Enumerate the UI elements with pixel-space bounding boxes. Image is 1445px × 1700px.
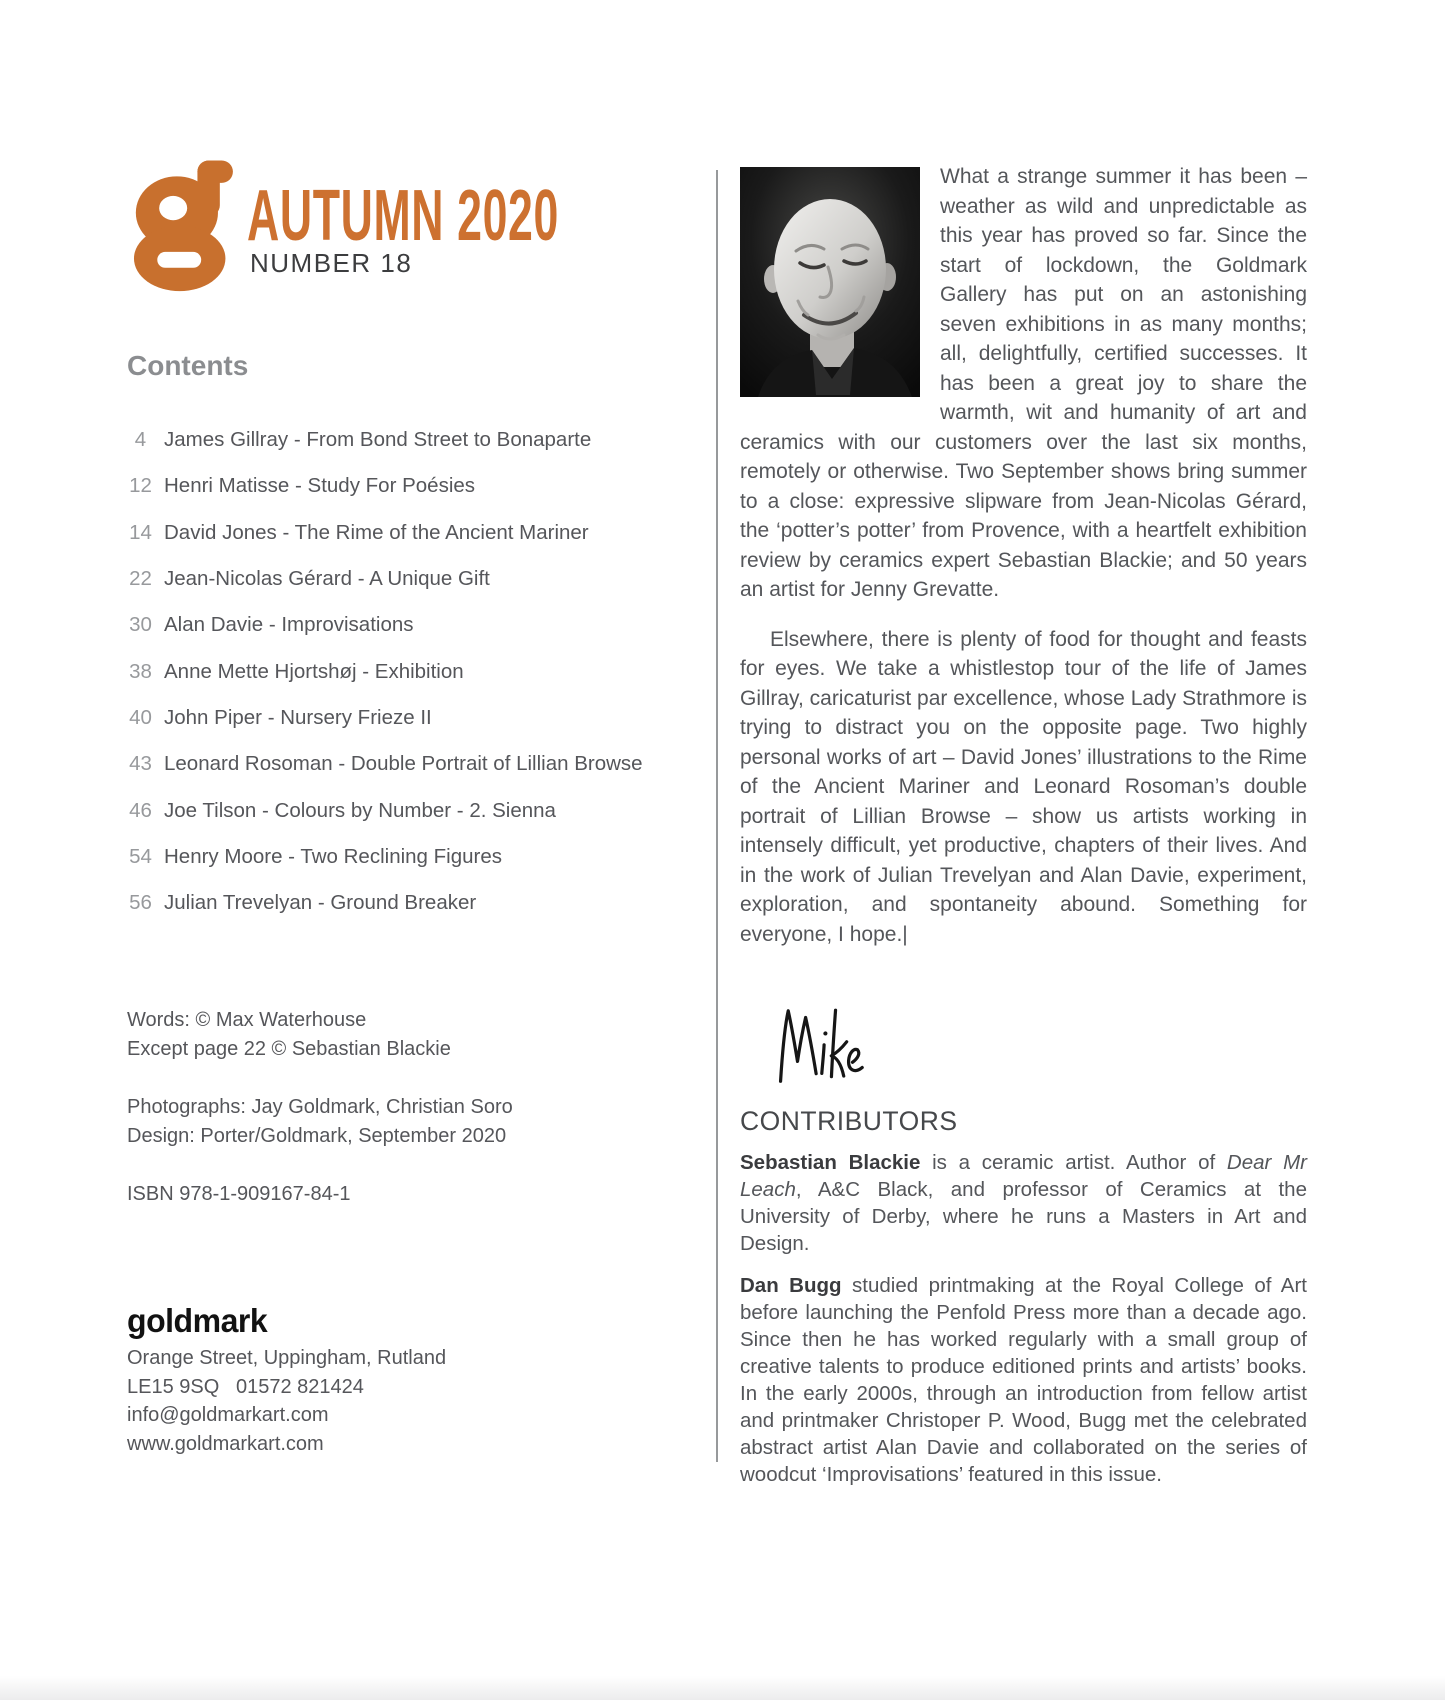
toc-page-number: 40 [129, 705, 152, 729]
toc-item-title: Julian Trevelyan - Ground Breaker [164, 891, 477, 915]
issue-title: AUTUMN 2020 [247, 176, 559, 256]
toc-item [127, 463, 727, 509]
imprint-block [127, 1303, 687, 1458]
toc-item-title: Joe Tilson - Colours by Number - 2. Sienna [164, 798, 556, 822]
gallery-address [127, 1344, 687, 1458]
toc-item-title: David Jones - The Rime of the Ancient Mariner [164, 520, 589, 544]
toc-item [127, 417, 727, 463]
column-divider [716, 170, 718, 1462]
toc-page-number: 30 [129, 613, 152, 637]
text-line: info@goldmarkart.com [127, 1404, 329, 1426]
toc-page-number: 38 [129, 659, 152, 683]
editorial-intro-paragraph [740, 162, 1307, 605]
toc-item-title: Henri Matisse - Study For Poésies [164, 474, 476, 498]
toc-item [127, 556, 727, 602]
toc-item [127, 695, 727, 741]
portrait-photo-image [740, 167, 920, 397]
toc-item [127, 880, 727, 926]
toc-page-number: 56 [129, 891, 152, 915]
goldmark-g-logo-icon [115, 153, 250, 293]
toc-page-number: 54 [129, 844, 152, 868]
text-line: LE15 9SQ 01572 821424 [127, 1375, 364, 1398]
text-line: Design: Porter/Goldmark, September 2020 [127, 1125, 507, 1147]
issue-number: NUMBER 18 [250, 248, 413, 278]
toc-page-number: 22 [129, 567, 152, 591]
page-bottom-shadow [0, 1676, 1445, 1700]
toc-item-title: Henry Moore - Two Reclining Figures [164, 844, 502, 868]
contributor-entry: Dan Bugg studied printmaking at the Royal College of Art before launching the Penfold Press more than a decade ago. Since then he has worked regularly with a small group of creative talents to produce editioned prints and artists’ books. In the early 2000s, through an introduction from fellow artist and printmaker Christoper P. Wood, Bugg met the celebrated abstract artist Alan Davie and collaborated on the series of woodcut ‘Improvisations’ featured in this issue. [740, 1273, 1307, 1486]
editorial-second-paragraph: Elsewhere, there is plenty of food for thought and feasts for eyes. We take a whistlestop tour of the life of James Gillray, caricaturist par excellence, whose Lady Strathmore is trying to distract you on the opposite page. Two highly personal works of art – David Jones’ illustrations to the Rime of the Ancient Mariner and Leonard Rosoman’s double portrait of Lillian Browse – show us artists working in intensely difficult, yet productive, chapters of their lives. And in the work of Julian Trevelyan and Alan Davie, experiment, exploration, and spontaneity abound. Something for everyone, I hope.| [740, 627, 1307, 946]
credits-production [127, 1093, 687, 1151]
text-line: Orange Street, Uppingham, Rutland [127, 1347, 447, 1369]
text-line: Except page 22 © Sebastian Blackie [127, 1038, 451, 1060]
toc-item-title: James Gillray - From Bond Street to Bonaparte [164, 428, 592, 452]
goldmark-wordmark: goldmark [127, 1302, 268, 1339]
editorial-column [740, 162, 1307, 1488]
toc-item-title: John Piper - Nursery Frieze II [164, 705, 432, 729]
toc-page-number: 4 [134, 428, 147, 452]
toc-item [127, 602, 727, 648]
toc-item-title: Leonard Rosoman - Double Portrait of Lillian Browse [164, 752, 643, 776]
toc-item [127, 510, 727, 556]
credits-words [127, 1006, 687, 1064]
contributors-list [740, 1149, 1307, 1488]
text-line: Words: © Max Waterhouse [127, 1009, 367, 1031]
text-line: ISBN 978-1-909167-84-1 [127, 1183, 351, 1205]
contents-heading: Contents [127, 350, 249, 381]
toc-item [127, 648, 727, 694]
toc-page-number: 12 [129, 474, 152, 498]
contents-list [127, 417, 727, 926]
portrait-photo [740, 167, 920, 397]
editorial-intro-text: What a strange summer it has been – weather as wild and unpredictable as this year has proved so far. Since the start of lockdown, the Goldmark Gallery has put on an astonishing seven exhibitions in as many months; all, delightfully, certified successes. It has been a great joy to share the warmth, wit and humanity of art and ceramics with our customers over the last six months, remotely or otherwise. Two September shows bring summer to a close: expressive slipware from Jean-Nicolas Gérard, the ‘potter’s potter’ from Provence, with a heartfelt exhibition review by ceramics expert Sebastian Blackie; and 50 years an artist for Jenny Grevatte. [740, 165, 1307, 601]
toc-item-title: Anne Mette Hjortshøj - Exhibition [164, 659, 464, 683]
contributor-entry: Sebastian Blackie is a ceramic artist. Author of Dear Mr Leach, A&C Black, and professor of Ceramics at the University of Derby, where he runs a Masters in Art and Design. [740, 1150, 1307, 1255]
toc-page-number: 43 [129, 752, 152, 776]
toc-item [127, 741, 727, 787]
text-line: www.goldmarkart.com [127, 1432, 324, 1455]
toc-item-title: Jean-Nicolas Gérard - A Unique Gift [164, 567, 490, 591]
isbn [127, 1180, 687, 1209]
text-line: Photographs: Jay Goldmark, Christian Soro [127, 1096, 513, 1118]
toc-page-number: 14 [129, 520, 152, 544]
credits-block [127, 1006, 687, 1209]
toc-item [127, 834, 727, 880]
contributors-heading: CONTRIBUTORS [740, 1106, 958, 1136]
toc-item [127, 787, 727, 833]
mike-signature [770, 998, 878, 1087]
toc-item-title: Alan Davie - Improvisations [164, 613, 414, 637]
toc-page-number: 46 [129, 798, 152, 822]
